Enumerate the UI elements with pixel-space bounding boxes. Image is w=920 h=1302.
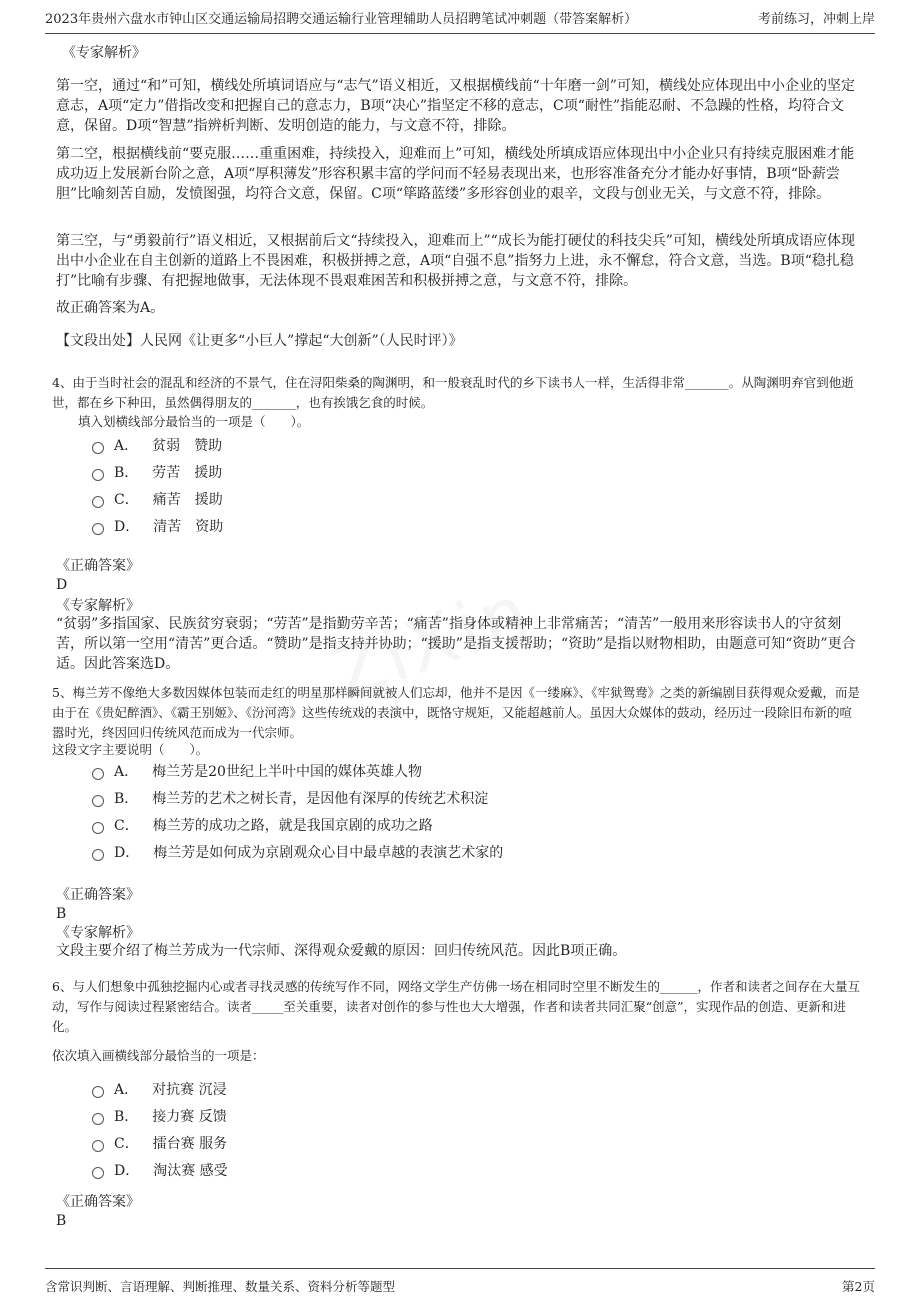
q3-conclusion: 故正确答案为A。 [56, 300, 165, 316]
q6-stem: 6、与人们想象中孤独挖掘内心或者寻找灵感的传统写作不同，网络文学生产仿佛一场在相同时空里不断发生的______，作者和读者之间存在大量互动，写作与阅读过程紧密结合。读者_____至关重要，读者对创作的参与性也大大增强，作者和读者共同汇聚“创意”，实现作品的创造、更新和进化。 [52, 979, 860, 1034]
document-title: 2023年贵州六盘水市钟山区交通运输局招聘交通运输行业管理辅助人员招聘笔试冲刺题（带答案解析） [45, 12, 638, 27]
q5-answer-label: 《正确答案》 [56, 887, 140, 903]
radio-icon[interactable] [92, 469, 104, 481]
radio-icon[interactable] [92, 1140, 104, 1152]
q5-option-a[interactable]: A． 梅兰芳是20世纪上半叶中国的媒体英雄人物 [92, 762, 422, 782]
q5-option-d[interactable]: D． 梅兰芳是如何成为京剧观众心目中最卓越的表演艺术家的 [92, 843, 503, 863]
radio-icon[interactable] [92, 849, 104, 861]
radio-icon[interactable] [92, 1113, 104, 1125]
q4-answer-label: 《正确答案》 [56, 558, 140, 574]
q6-prompt: 依次填入画横线部分最恰当的一项是： [52, 1048, 265, 1063]
q6-option-a[interactable]: A． 对抗赛 沉浸 [92, 1080, 227, 1100]
q6-answer: B [56, 1213, 67, 1229]
radio-icon[interactable] [92, 442, 104, 454]
q3-source: 【文段出处】人民网《让更多“小巨人”撑起“大创新”（人民时评）》 [56, 333, 463, 349]
q6-option-b[interactable]: B． 接力赛 反馈 [92, 1107, 227, 1127]
q4-option-b[interactable]: B． 劳苦 援助 [92, 463, 222, 483]
q5-answer: B [56, 906, 67, 922]
q5-option-c[interactable]: C． 梅兰芳的成功之路，就是我国京剧的成功之路 [92, 816, 433, 836]
q4-prompt: 填入划横线部分最恰当的一项是（ ）。 [78, 414, 310, 429]
q4-option-d[interactable]: D． 清苦 资助 [92, 517, 223, 537]
page-footer [45, 1268, 875, 1295]
q6-answer-label: 《正确答案》 [56, 1194, 140, 1210]
page-number: 第2页 [842, 1279, 875, 1294]
radio-icon[interactable] [92, 496, 104, 508]
q3-analysis-label: 《专家解析》 [62, 45, 146, 61]
q5-prompt: 这段文字主要说明（ ）。 [52, 742, 209, 757]
q3-analysis-p1: 第一空，通过“和”可知，横线处所填词语应与“志气”语义相近，又根据横线前“十年磨一剑”可知，横线处应体现出中小企业的坚定意志，A项“定力”借指改变和把握自己的意志力，B项“决心”指坚定不移的意志，C项“耐性”指能忍耐、不急躁的性格，均符合文意，保留。D项“智慧”指辨析判断、发明创造的能力，与文意不符，排除。 [56, 78, 855, 134]
q4-option-a[interactable]: A． 贫弱 赞助 [92, 436, 222, 456]
q5-stem: 5、梅兰芳不像绝大多数因媒体包装而走红的明星那样瞬间就被人们忘却，他并不是因《一缕麻》、《牢狱鸳鸯》之类的新编剧目获得观众爱戴，而是由于在《贵妃醉酒》、《霸王别姬》、《汾河湾》这些传统戏的表演中，既恪守规矩，又能超越前人。虽因大众媒体的鼓动，经历过一段除旧布新的喧嚣时光，终因回归传统风范而成为一代宗师。 [52, 685, 860, 740]
q5-analysis-label: 《专家解析》 [56, 925, 140, 941]
q4-stem: 4、由于当时社会的混乱和经济的不景气，住在浔阳柴桑的陶渊明，和一般衰乱时代的乡下读书人一样，生活得非常_______。从陶渊明弃官到他逝世，都在乡下种田，虽然偶得朋友的_______，也有挨饿乞食的时候。 [52, 375, 854, 410]
radio-icon[interactable] [92, 1086, 104, 1098]
q4-answer: D [56, 577, 68, 593]
header-slogan: 考前练习，冲刺上岸 [757, 12, 875, 27]
q3-analysis-p2: 第二空，根据横线前“要克服……重重困难，持续投入，迎难而上”可知，横线处所填成语应体现出中小企业只有持续克服困难才能成功迈上发展新台阶之意，A项“厚积薄发”形容积累丰富的学问而不轻易表现出来，也形容准备充分才能办好事情，B项“卧薪尝胆”比喻刻苦自励，发愤图强，均符合文意，保留。C项“筚路蓝缕”多形容创业的艰辛，文段与创业无关，与文意不符，排除。 [56, 146, 855, 202]
radio-icon[interactable] [92, 1167, 104, 1179]
q6-option-d[interactable]: D． 淘汰赛 感受 [92, 1161, 228, 1181]
radio-icon[interactable] [92, 768, 104, 780]
q5-analysis: 文段主要介绍了梅兰芳成为一代宗师、深得观众爱戴的原因：回归传统风范。因此B项正确。 [56, 943, 627, 959]
q6-option-c[interactable]: C． 擂台赛 服务 [92, 1134, 227, 1154]
footer-topics: 含常识判断、言语理解、判断推理、数量关系、资料分析等题型 [45, 1279, 396, 1294]
radio-icon[interactable] [92, 822, 104, 834]
radio-icon[interactable] [92, 795, 104, 807]
q4-analysis: “贫弱”多指国家、民族贫穷衰弱；“劳苦”是指勤劳辛苦；“痛苦”指身体或精神上非常痛苦；“清苦”一般用来形容读书人的守贫刻苦，所以第一空用“清苦”更合适。“赞助”是指支持并协助；“援助”是指支援帮助；“资助”是指以财物相助，由题意可知“资助”更合适。因此答案选D。 [56, 616, 856, 672]
page-header [45, 8, 875, 34]
q3-analysis-p3: 第三空，与“勇毅前行”语义相近，又根据前后文“持续投入，迎难而上”“成长为能打硬仗的科技尖兵”可知，横线处所填成语应体现出中小企业在自主创新的道路上不畏困难，积极拼搏之意，A项“自强不息”指努力上进，永不懈怠，符合文意，当选。B项“稳扎稳打”比喻有步骤、有把握地做事，无法体现不畏艰难困苦和积极拼搏之意，与文意不符，排除。 [56, 233, 855, 289]
radio-icon[interactable] [92, 523, 104, 535]
q4-option-c[interactable]: C． 痛苦 援助 [92, 490, 223, 510]
q4-analysis-label: 《专家解析》 [56, 598, 140, 614]
q5-option-b[interactable]: B． 梅兰芳的艺术之树长青，是因他有深厚的传统艺术积淀 [92, 789, 488, 809]
